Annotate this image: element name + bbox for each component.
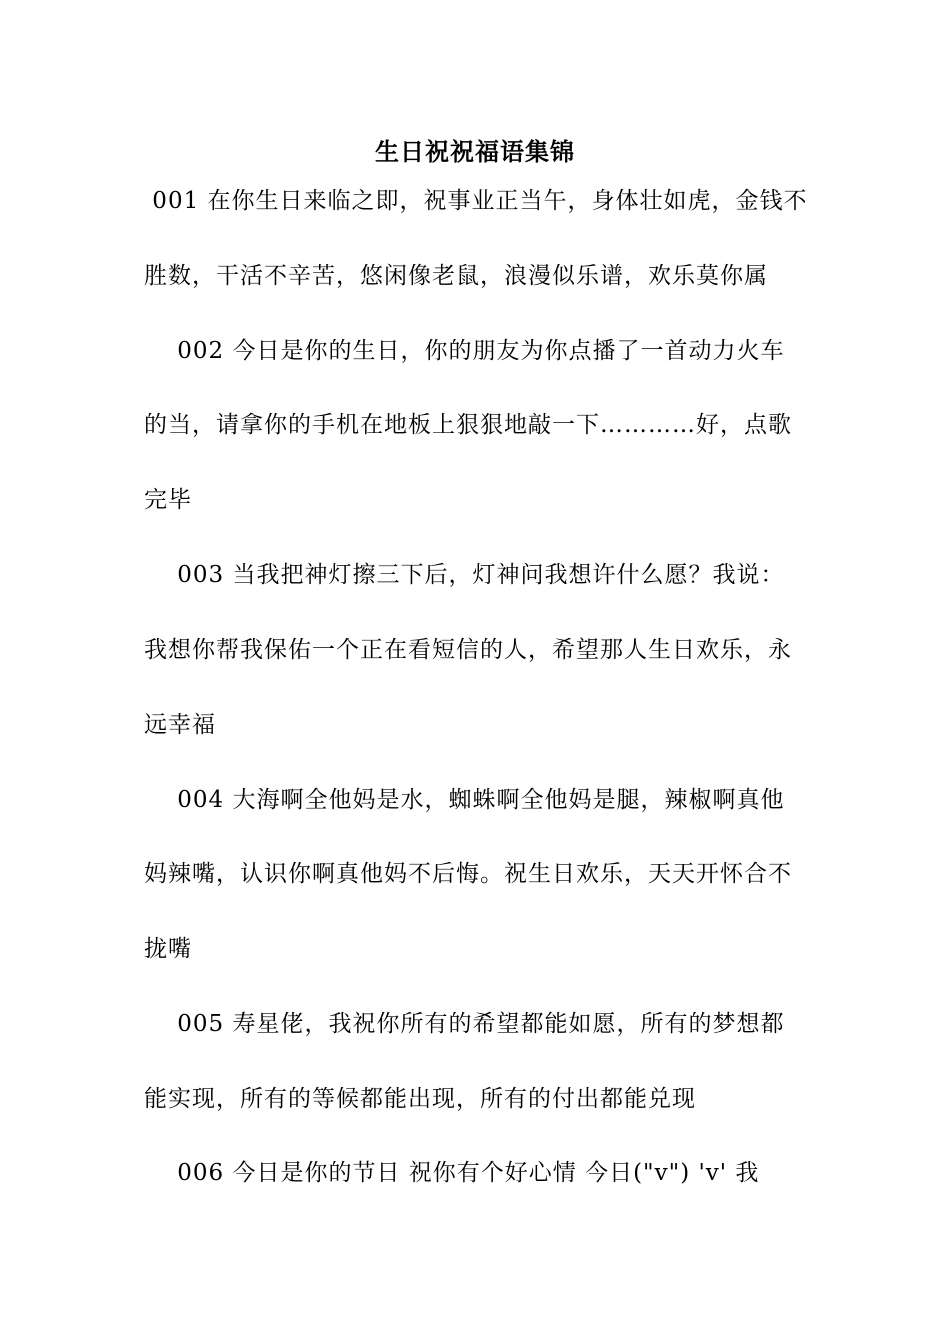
text-line: 远幸福 bbox=[144, 712, 216, 738]
text-line: 完毕 bbox=[144, 487, 192, 513]
text-line: 006 今日是你的节日 祝你有个好心情 今日("v") 'v' 我 bbox=[144, 1160, 760, 1186]
text-line: 能实现，所有的等候都能出现，所有的付出都能兑现 bbox=[144, 1086, 696, 1112]
text-line: 001 在你生日来临之即，祝事业正当午，身体壮如虎，金钱不 bbox=[144, 188, 808, 214]
text-line: 的当，请拿你的手机在地板上狠狠地敲一下…………好，点歌 bbox=[144, 412, 792, 438]
text-line: 002 今日是你的生日，你的朋友为你点播了一首动力火车 bbox=[144, 338, 785, 364]
text-line: 005 寿星佬，我祝你所有的希望都能如愿，所有的梦想都 bbox=[144, 1011, 785, 1037]
text-line: 胜数，干活不辛苦，悠闲像老鼠，浪漫似乐谱，欢乐莫你属 bbox=[144, 263, 768, 289]
text-line: 我想你帮我保佑一个正在看短信的人，希望那人生日欢乐，永 bbox=[144, 637, 792, 663]
text-line: 004 大海啊全他妈是水，蜘蛛啊全他妈是腿，辣椒啊真他 bbox=[144, 787, 785, 813]
document-title: 生日祝祝福语集锦 bbox=[375, 137, 575, 166]
text-line: 妈辣嘴，认识你啊真他妈不后悔。祝生日欢乐，天天开怀合不 bbox=[144, 861, 792, 887]
text-line: 003 当我把神灯擦三下后，灯神问我想许什么愿？我说： bbox=[144, 562, 785, 588]
text-line: 拢嘴 bbox=[144, 936, 192, 962]
